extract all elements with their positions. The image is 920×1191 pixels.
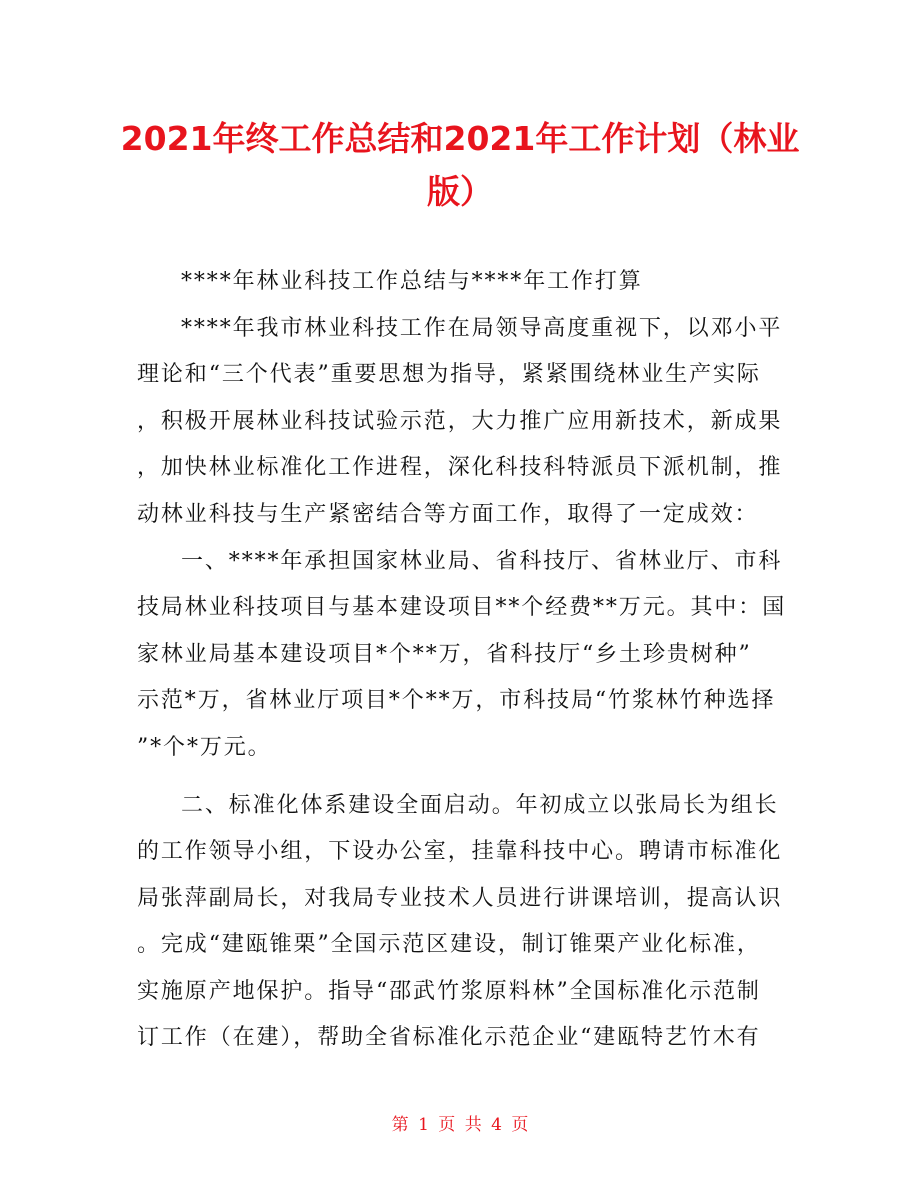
paragraph-line: 局张萍副局长，对我局专业技术人员进行讲课培训，提高认识 [137,886,783,911]
document-title-line-2: 版） [427,172,493,211]
paragraph-line: ****年我市林业科技工作在局领导高度重视下，以邓小平 [181,316,783,341]
paragraph-line: ”*个*万元。 [137,735,272,760]
subtitle-line: ****年林业科技工作总结与****年工作打算 [181,269,643,294]
paragraph-line: 动林业科技与生产紧密结合等方面工作，取得了一定成效： [137,502,759,527]
page-footer: 第 1 页 共 4 页 [391,1115,529,1135]
paragraph-line: 二、标准化体系建设全面启动。年初成立以张局长为组长 [181,793,779,818]
paragraph-line: 示范*万，省林业厅项目*个**万，市科技局“竹浆林竹种选择 [137,688,776,713]
paragraph-line: 理论和“三个代表”重要思想为指导，紧紧围绕林业生产实际 [137,362,761,387]
paragraph-line: 的工作领导小组，下设办公室，挂靠科技中心。聘请市标准化 [137,839,783,864]
paragraph-line: 一、****年承担国家林业局、省科技厅、省林业厅、市科 [181,549,783,574]
document-title-line-1: 2021年终工作总结和2021年工作计划（林业 [120,119,800,158]
paragraph-line: 实施原产地保护。指导“邵武竹浆原料林”全国标准化示范制 [137,979,761,1004]
paragraph-line: 订工作（在建），帮助全省标准化示范企业“建瓯特艺竹木有 [137,1025,761,1050]
paragraph-line: ，加快林业标准化工作进程，深化科技科特派员下派机制，推 [137,455,783,480]
paragraph-line: 。完成“建瓯锥栗”全国示范区建设，制订锥栗产业化标准， [137,932,761,957]
paragraph-line: 技局林业科技项目与基本建设项目**个经费**万元。其中：国 [137,595,787,620]
paragraph-line: ，积极开展林业科技试验示范，大力推广应用新技术，新成果 [137,409,783,434]
paragraph-line: 家林业局基本建设项目*个**万，省科技厅“乡土珍贵树种” [137,642,752,667]
